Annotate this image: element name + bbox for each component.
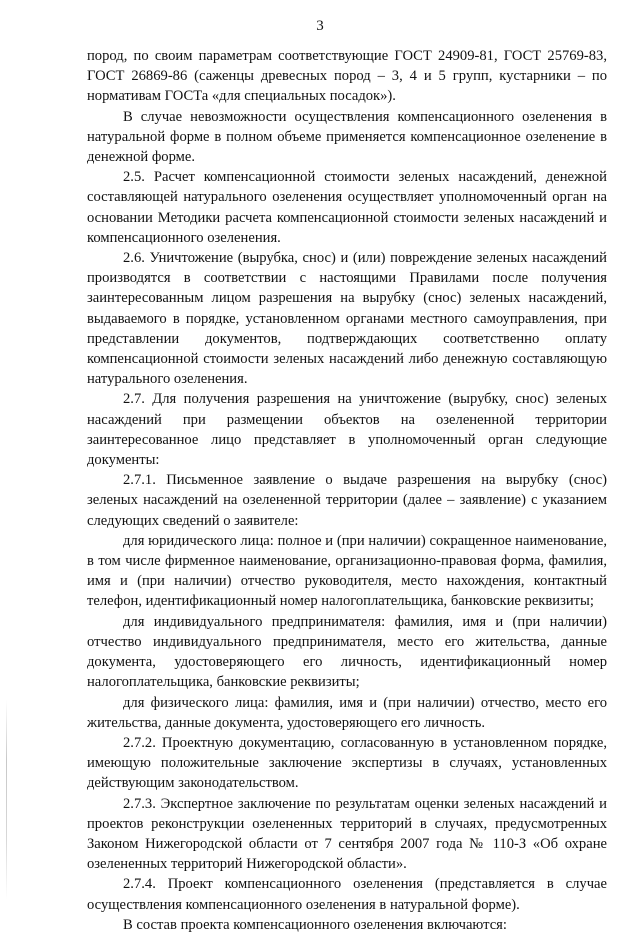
paragraph-2-6: 2.6. Уничтожение (вырубка, снос) и (или) повреждение зеленых насаждений производятся в соответствии с настоящими Правилами после получения заинтересованным лицом разрешения на вырубку (снос) зеленых насаждений, выдаваемого в порядке, установленном органами местного самоуправления, при представлении документов, подтверждающих соответственно оплату компенсационной стоимости зеленых насаждений либо денежную составляющую натурального озеленения. xyxy=(87,250,607,388)
scan-edge-mark xyxy=(6,700,7,900)
page-number: 3 xyxy=(316,18,324,34)
paragraph-project-composition: В состав проекта компенсационного озеленения включаются: xyxy=(123,916,507,933)
paragraph-2-5: 2.5. Расчет компенсационной стоимости зеленых насаждений, денежной составляющей натурального озеленения осуществляет уполномоченный орган на основании Методики расчета компенсационной стоимости зеленых насаждений и компенсационного озеленения. xyxy=(87,169,607,246)
paragraph-2-7: 2.7. Для получения разрешения на уничтожение (вырубку, снос) зеленых насаждений при размещении объектов на озелененной территории заинтересованное лицо представляет в уполномоченный орган следующие документы: xyxy=(87,391,607,469)
paragraph-continuation-gost: пород, по своим параметрам соответствующие ГОСТ 24909-81, ГОСТ 25769-83, ГОСТ 26869-86 (саженцы древесных пород – 3, 4 и 5 групп, кустарники – по нормативам ГОСТа «для специальных посадок»). xyxy=(87,48,607,105)
paragraph-individual-entrepreneur: для индивидуального предпринимателя: фамилия, имя и (при наличии) отчество индивидуального предпринимателя, место его жительства, данные документа, удостоверяющего его личность, идентификационный номер налогоплательщика, банковские реквизиты; xyxy=(87,613,607,691)
paragraph-natural-person: для физического лица: фамилия, имя и (при наличии) отчество, место его жительства, данные документа, удостоверяющего его личность. xyxy=(87,694,607,731)
paragraph-2-7-3: 2.7.3. Экспертное заключение по результатам оценки зеленых насаждений и проектов реконструкции озелененных территорий в случаях, предусмотренных Законом Нижегородской области от 7 сентября 2007 года № 110-З «Об охране озелененных территорий Нижегородской области». xyxy=(87,795,607,873)
paragraph-2-7-2: 2.7.2. Проектную документацию, согласованную в установленном порядке, имеющую положительные заключение экспертизы в случаях, установленных действующим законодательством. xyxy=(87,734,607,792)
paragraph-2-7-4: 2.7.4. Проект компенсационного озеленения (представляется в случае осуществления компенсационного озеленения в натуральной форме). xyxy=(87,876,607,913)
paragraph-legal-entity: для юридического лица: полное и (при наличии) сокращенное наименование, в том числе фирменное наименование, организационно-правовая форма, фамилия, имя и (при наличии) отчество руководителя, место нахождения, контактный телефон, идентификационный номер налогоплательщика, банковские реквизиты; xyxy=(87,532,607,610)
document-body xyxy=(87,46,607,935)
paragraph-2-7-1: 2.7.1. Письменное заявление о выдаче разрешения на вырубку (снос) зеленых насаждений на озелененной территории (далее – заявление) с указанием следующих сведений о заявителе: xyxy=(87,472,607,529)
paragraph-monetary-compensation: В случае невозможности осуществления компенсационного озеленения в натуральной форме в полном объеме применяется компенсационное озеленение в денежной форме. xyxy=(87,108,607,166)
